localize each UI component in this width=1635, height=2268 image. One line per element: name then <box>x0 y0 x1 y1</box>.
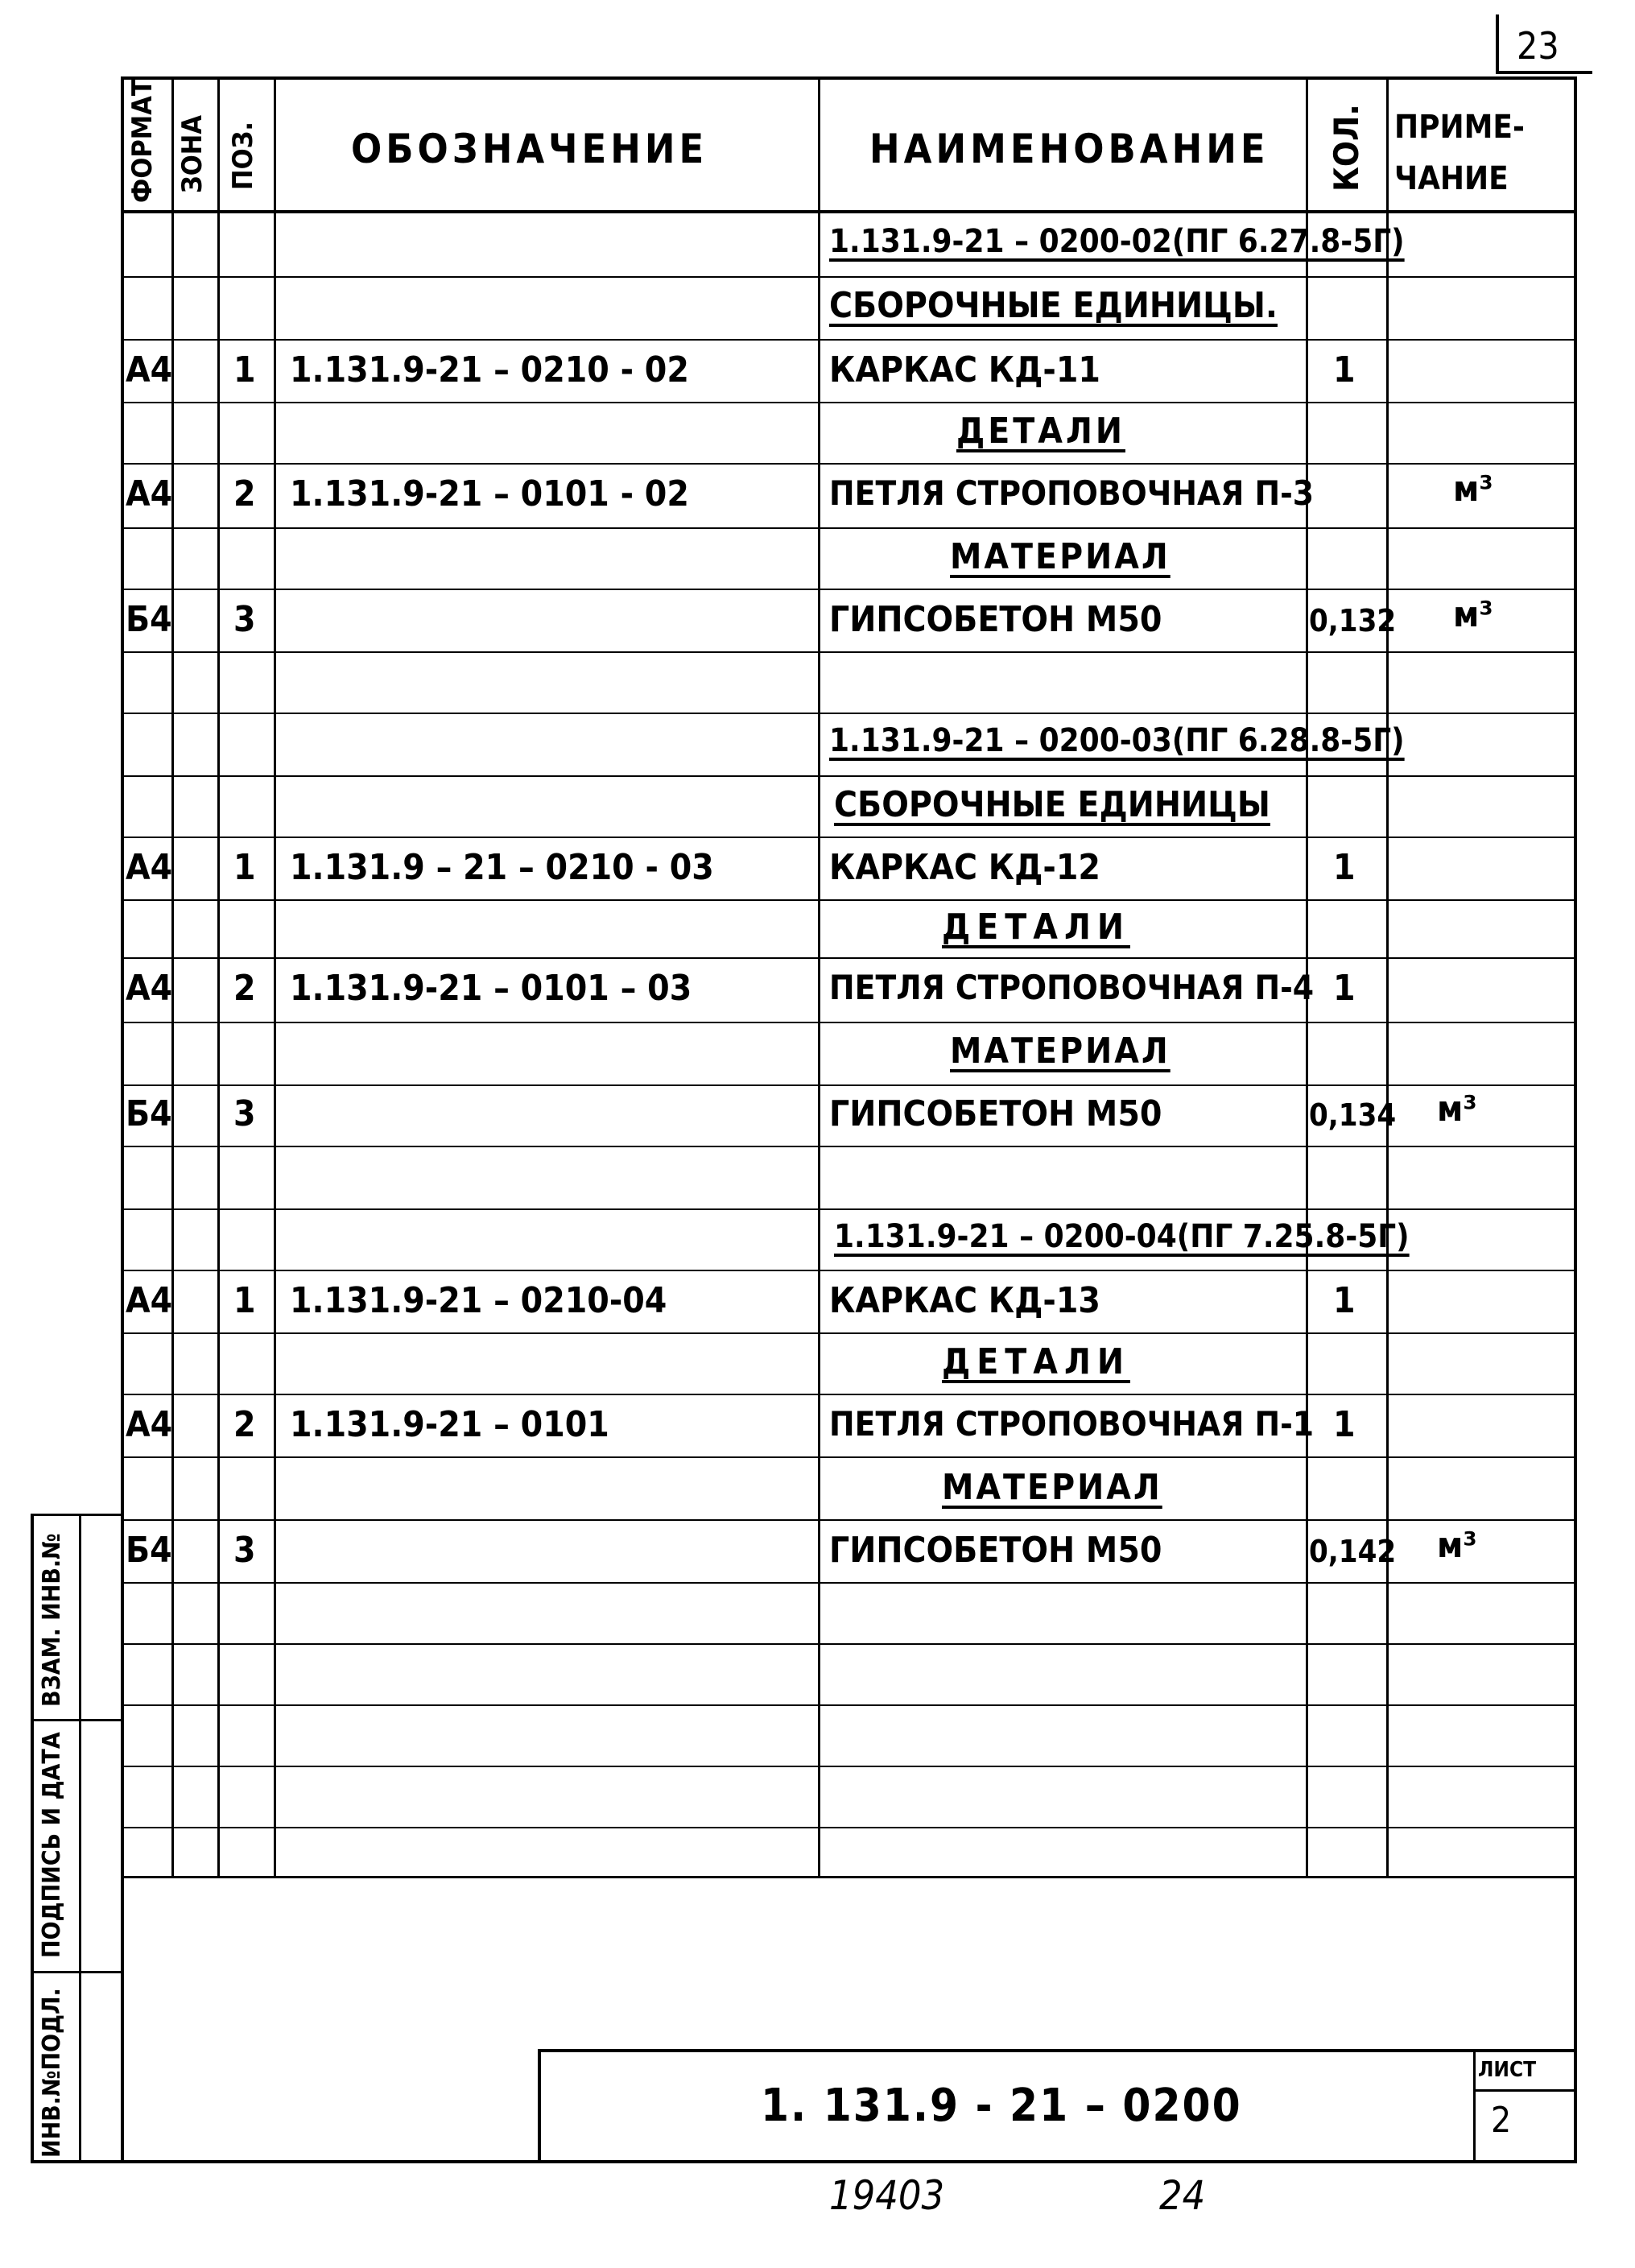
row-pos: 3 <box>233 599 256 640</box>
section-heading: МАТЕРИАЛ <box>950 1031 1171 1072</box>
section-heading: ДЕТАЛИ <box>942 907 1130 948</box>
row-designation: 1.131.9-21 – 0210 - 02 <box>290 349 689 390</box>
row-designation: 1.131.9-21 – 0101 <box>290 1404 609 1445</box>
section-heading: СБОРОЧНЫЕ ЕДИНИЦЫ <box>834 784 1270 825</box>
row-note: м³ <box>1437 1525 1477 1566</box>
frame-right <box>1574 76 1577 2162</box>
row-name: ГИПСОБЕТОН М50 <box>829 1093 1162 1134</box>
row-qty: 1 <box>1333 349 1356 390</box>
section-heading: МАТЕРИАЛ <box>950 536 1171 577</box>
row-format: Б4 <box>126 1530 172 1571</box>
frame-bottom <box>31 2160 1577 2163</box>
section-heading: МАТЕРИАЛ <box>942 1467 1162 1508</box>
col-header-note-2: ЧАНИЕ <box>1394 160 1509 197</box>
row-name: ГИПСОБЕТОН М50 <box>829 599 1162 640</box>
row-qty: 0,132 <box>1309 603 1397 638</box>
col-header-note-1: ПРИМЕ- <box>1394 109 1525 146</box>
footer-archive-number: 19403 <box>829 2172 945 2219</box>
col-header-zone: ЗОНА <box>176 114 209 193</box>
row-designation: 1.131.9-21 – 0101 – 03 <box>290 968 692 1009</box>
row-pos: 1 <box>233 847 256 888</box>
row-qty: 1 <box>1333 968 1356 1009</box>
row-note: м³ <box>1453 594 1493 635</box>
title-sheet-label: ЛИСТ <box>1478 2058 1537 2082</box>
row-qty: 1 <box>1333 847 1356 888</box>
row-format: А4 <box>126 473 173 514</box>
col-header-designation: ОБОЗНАЧЕНИЕ <box>351 126 708 172</box>
row-qty: 0,142 <box>1309 1534 1397 1569</box>
row-note: м³ <box>1437 1089 1477 1130</box>
row-pos: 1 <box>233 1280 256 1321</box>
title-sheet-value: 2 <box>1491 2100 1512 2141</box>
title-designation: 1. 131.9 - 21 – 0200 <box>761 2080 1242 2132</box>
col-header-pos: ПОЗ. <box>227 122 259 190</box>
side-label-sign-date: ПОДПИСЬ И ДАТА <box>38 1732 66 1958</box>
row-format: А4 <box>126 847 173 888</box>
spec-group-title: 1.131.9-21 – 0200-03(ПГ 6.28.8-5Г) <box>829 722 1405 759</box>
row-name: ПЕТЛЯ СТРОПОВОЧНАЯ П-3 <box>829 473 1315 513</box>
row-name: КАРКАС КД-13 <box>829 1280 1100 1321</box>
row-qty: 1 <box>1333 1280 1356 1321</box>
footer-page-number: 24 <box>1159 2172 1206 2219</box>
row-qty: 1 <box>1333 1404 1356 1445</box>
row-note: м³ <box>1453 469 1493 510</box>
row-designation: 1.131.9 – 21 – 0210 - 03 <box>290 847 714 888</box>
row-designation: 1.131.9-21 – 0210-04 <box>290 1280 667 1321</box>
side-label-inv-orig: ИНВ.№ПОДЛ. <box>38 1988 66 2158</box>
section-heading: ДЕТАЛИ <box>942 1341 1130 1382</box>
row-format: Б4 <box>126 599 172 640</box>
sheet-number: 23 <box>1517 24 1559 68</box>
col-header-qty: КОЛ. <box>1327 104 1366 192</box>
row-name: ПЕТЛЯ СТРОПОВОЧНАЯ П-4 <box>829 968 1315 1007</box>
row-name: КАРКАС КД-11 <box>829 349 1100 390</box>
section-heading: СБОРОЧНЫЕ ЕДИНИЦЫ. <box>829 285 1278 326</box>
row-pos: 3 <box>233 1530 256 1571</box>
row-pos: 2 <box>233 1404 256 1445</box>
row-pos: 1 <box>233 349 256 390</box>
section-heading: ДЕТАЛИ <box>956 411 1125 452</box>
row-pos: 2 <box>233 473 256 514</box>
row-format: Б4 <box>126 1093 172 1134</box>
col-header-name: НАИМЕНОВАНИЕ <box>869 126 1270 172</box>
row-name: КАРКАС КД-12 <box>829 847 1100 888</box>
row-pos: 2 <box>233 968 256 1009</box>
frame-top <box>121 76 1576 80</box>
spec-group-title: 1.131.9-21 – 0200-04(ПГ 7.25.8-5Г) <box>834 1218 1410 1255</box>
row-qty: 0,134 <box>1309 1097 1397 1133</box>
row-name: ГИПСОБЕТОН М50 <box>829 1530 1162 1571</box>
row-format: А4 <box>126 1404 173 1445</box>
row-name: ПЕТЛЯ СТРОПОВОЧНАЯ П-1 <box>829 1404 1315 1444</box>
side-label-repl-inv: ВЗАМ. ИНВ.№ <box>38 1533 66 1707</box>
spec-group-title: 1.131.9-21 – 0200-02(ПГ 6.27.8-5Г) <box>829 223 1405 260</box>
row-format: А4 <box>126 1280 173 1321</box>
col-header-format: ФОРМАТ <box>126 79 159 203</box>
row-format: А4 <box>126 968 173 1009</box>
row-pos: 3 <box>233 1093 256 1134</box>
row-designation: 1.131.9-21 – 0101 - 02 <box>290 473 689 514</box>
frame-left <box>121 76 124 2162</box>
row-format: А4 <box>126 349 173 390</box>
